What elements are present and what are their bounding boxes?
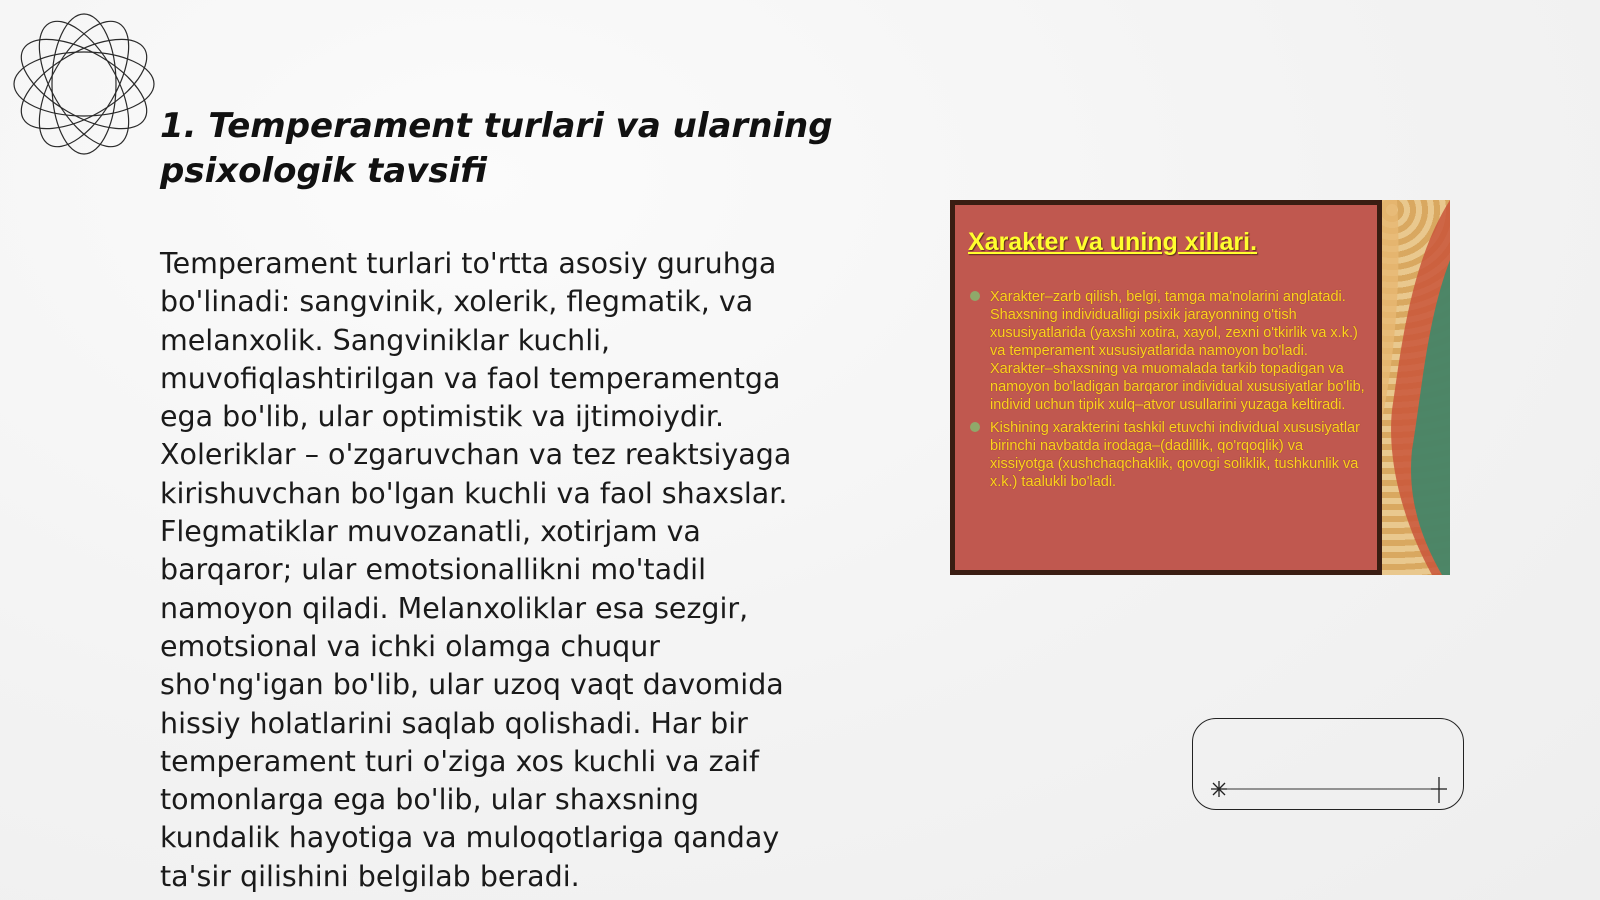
orbit-rings-icon	[10, 10, 158, 158]
slide-title	[968, 228, 1257, 257]
bullet-icon	[970, 291, 980, 301]
slide-image	[950, 200, 1450, 575]
slide-bullet-text: Kishining xarakterini tashkil etuvchi individual xususiyatlar birinchi navbatda irodaga–(dadillik, qo'rqoqlik) va xissiyotga (xushchaqchaklik, qovogi soliklik, tushkunlik va x.k.) taalukli bo'ladi.	[990, 420, 1360, 490]
slide-bullet	[968, 419, 1370, 491]
leaf-decoration-icon	[1382, 200, 1450, 575]
sparkle-icon	[1211, 781, 1227, 797]
slide-bullet-text: Xarakter–zarb qilish, belgi, tamga ma'nolarini anglatadi. Shaxsning individualligi psixik jarayonning o'tish xususiyatlarida (yaxshi xotira, xayol, zexni o'tkirlik va x.k.) va temperament xususiyatlarida namoyon bo'ladi. Xarakter–shaxsning va muomalada tarkib topadigan va namoyon bo'ladigan barqaror individual xususiyatlar bo'lib, individ uchun tipik xulq–atvor usullarini yuzaga keltiradi.	[990, 289, 1365, 413]
page-title: 1. Temperament turlari va ularning psixologik tavsifi	[160, 106, 833, 191]
slide-decorative-border	[1377, 200, 1450, 575]
slide-title-text: Xarakter va uning xillari	[968, 228, 1251, 256]
plus-star-icon	[1431, 777, 1447, 803]
body-text: Temperament turlari to'rtta asosiy guruhga bo'linadi: sangvinik, xolerik, flegmatik, va melanxolik. Sangviniklar kuchli, muvofiqlashtirilgan va faol temperamentga ega bo'lib, ular optimistik va ijtimoiydir. Xoleriklar – o'zgaruvchan va tez reaktsiyaga kirishuvchan bo'lgan kuchli va faol shaxslar. Flegmatiklar muvozanatli, xotirjam va barqaror; ular emotsionallikni mo'tadil namoyon qiladi. Melanxoliklar esa sezgir, emotsional va ichki olamga chuqur sho'ng'igan bo'lib, ular uzoq vaqt davomida hissiy holatlarini saqlab qolishadi. Har bir temperament turi o'ziga xos kuchli va zaif tomonlarga ega bo'lib, ular shaxsning kundalik hayotiga va muloqotlariga qanday ta'sir qilishini belgilab beradi.	[160, 247, 792, 893]
slide-bullet-list	[968, 288, 1370, 496]
slide-title-suffix: .	[1250, 228, 1258, 256]
decorative-frame	[1192, 718, 1464, 810]
bullet-icon	[970, 422, 980, 432]
slide-bullet	[968, 288, 1370, 414]
